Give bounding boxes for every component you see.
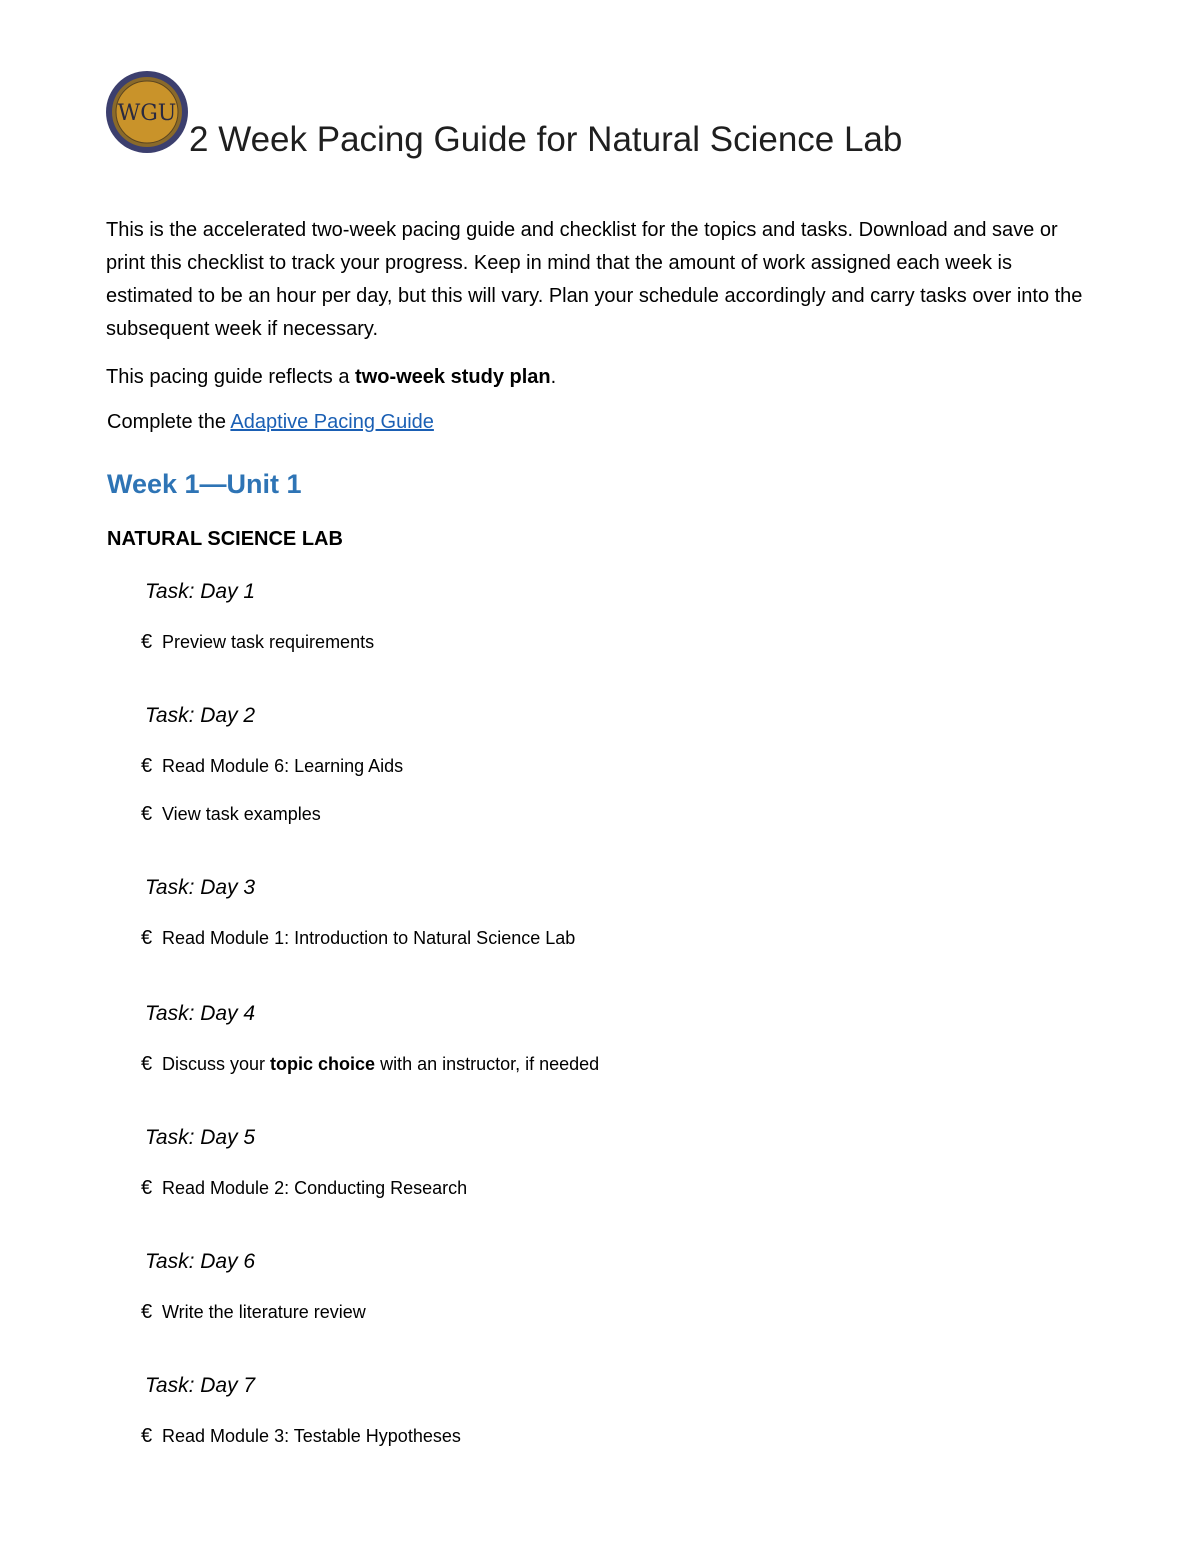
- svg-text:WGU: WGU: [117, 101, 177, 126]
- task-day-label: Task: Day 4: [145, 1002, 256, 1025]
- checklist-item-bold-text: topic choice: [270, 1054, 376, 1074]
- checklist-item: [141, 1051, 599, 1077]
- study-plan-prefix: This pacing guide reflects a: [106, 366, 356, 388]
- checklist-item-text: Read Module 2: Conducting Research: [162, 1178, 468, 1198]
- study-plan-suffix: .: [550, 366, 557, 388]
- task-day-label: Task: Day 3: [145, 876, 256, 899]
- checklist-item: [141, 801, 321, 827]
- complete-guide-line: [107, 407, 434, 437]
- complete-guide-prefix: Complete the: [107, 411, 231, 433]
- checklist-item: [141, 1175, 467, 1201]
- section-heading: NATURAL SCIENCE LAB: [107, 528, 343, 550]
- adaptive-pacing-guide-link[interactable]: Adaptive Pacing Guide: [230, 411, 434, 433]
- checkbox-icon[interactable]: €: [141, 1177, 153, 1199]
- checkbox-icon[interactable]: €: [141, 755, 153, 777]
- checkbox-icon[interactable]: €: [141, 927, 153, 949]
- checklist-item-text: Read Module 6: Learning Aids: [162, 756, 404, 776]
- task-day-label: Task: Day 7: [145, 1374, 256, 1397]
- checklist-item: [141, 925, 575, 951]
- checklist-item-text-suffix: with an instructor, if needed: [375, 1054, 600, 1074]
- checkbox-icon[interactable]: €: [141, 1425, 153, 1447]
- task-day-label: Task: Day 1: [145, 580, 256, 603]
- checklist-item-text: Preview task requirements: [162, 632, 375, 652]
- task-day-label: Task: Day 2: [145, 704, 256, 727]
- checklist-item: [141, 1299, 366, 1325]
- checkbox-icon[interactable]: €: [141, 803, 153, 825]
- checkbox-icon[interactable]: €: [141, 1053, 153, 1075]
- checklist-item-text: Discuss your: [162, 1054, 271, 1074]
- wgu-logo: [105, 70, 189, 154]
- page-title: 2 Week Pacing Guide for Natural Science Lab: [189, 120, 903, 159]
- checklist-item-text: Write the literature review: [162, 1302, 366, 1322]
- checklist-item: [141, 629, 374, 655]
- checklist-item: [141, 753, 403, 779]
- task-day-label: Task: Day 5: [145, 1126, 256, 1149]
- checkbox-icon[interactable]: €: [141, 1301, 153, 1323]
- checklist-item-text: Read Module 3: Testable Hypotheses: [162, 1426, 461, 1446]
- checklist-item-text: View task examples: [162, 804, 321, 824]
- study-plan-line: [106, 362, 556, 392]
- intro-paragraph: This is the accelerated two-week pacing guide and checklist for the topics and tasks. Download and save or print this checklist to track your progress. Keep in mind that the amount of work assigned each week is estimated to be an hour per day, but this will vary. Plan your schedule accordingly and carry tasks over into the subsequent week if necessary.: [106, 219, 1083, 340]
- week-heading: Week 1—Unit 1: [107, 469, 302, 499]
- checkbox-icon[interactable]: €: [141, 631, 153, 653]
- checklist-item: [141, 1423, 461, 1449]
- task-day-label: Task: Day 6: [145, 1250, 256, 1273]
- checklist-item-text: Read Module 1: Introduction to Natural Science Lab: [162, 928, 576, 948]
- study-plan-bold: two-week study plan: [355, 366, 551, 388]
